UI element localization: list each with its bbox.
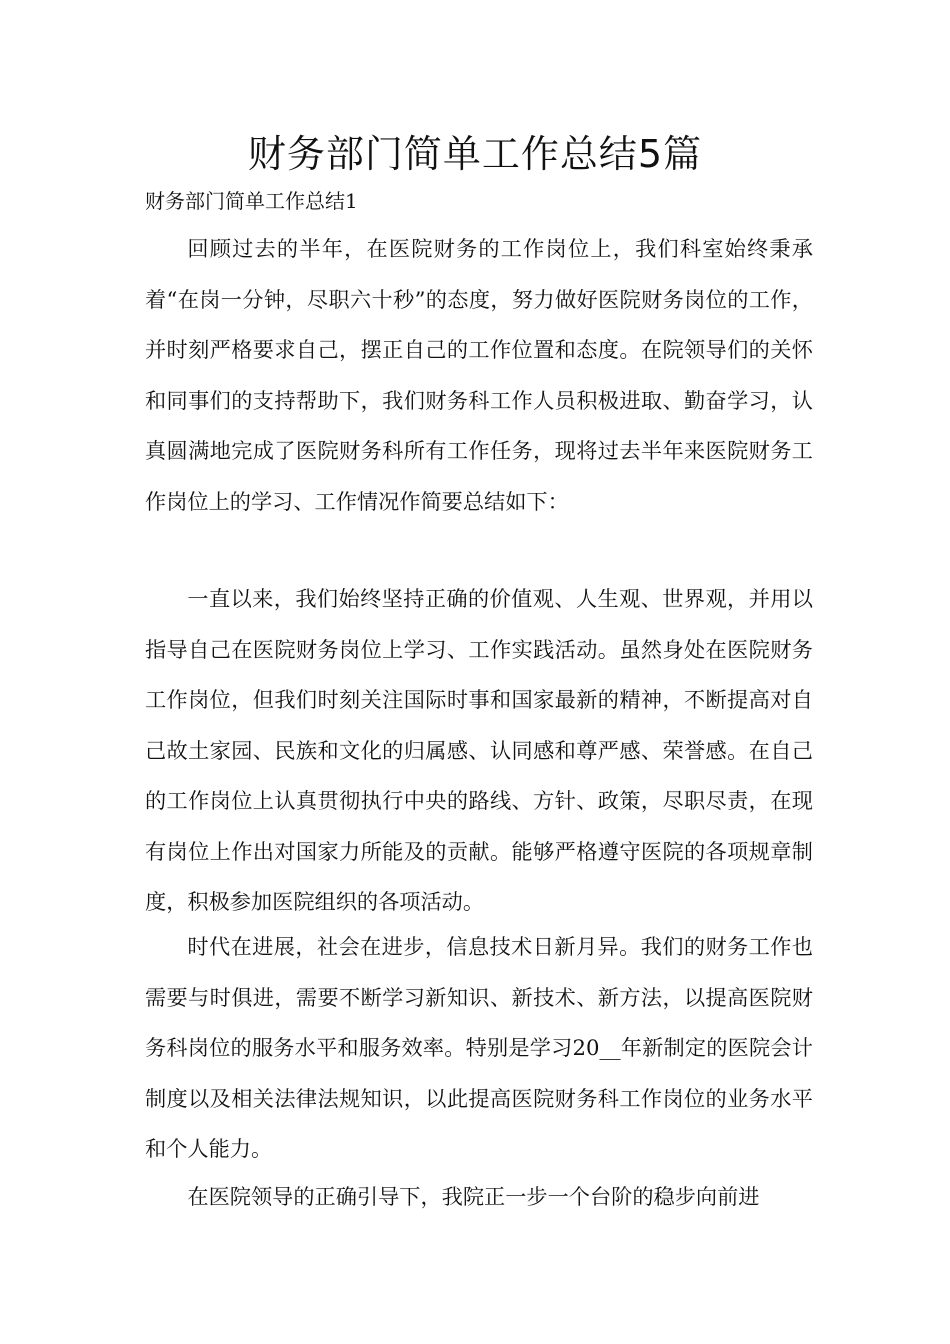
paragraph-4: 在医院领导的正确引导下，我院正一步一个台阶的稳步向前进 bbox=[187, 1184, 760, 1209]
paragraph-3: 时代在进展，社会在进步，信息技术日新月异。我们的财务工作也需要与时俱进，需要不断学习新知识、新技术、新方法，以提高医院财务科岗位的服务水平和服务效率。特别是学习20__年新制定的医院会计制度以及相关法律法规知识，以此提高医院财务科工作岗位的业务水平和个人能力。 bbox=[145, 934, 813, 1161]
section-heading: 财务部门简单工作总结1 bbox=[145, 189, 358, 213]
paragraph-1: 回顾过去的半年，在医院财务的工作岗位上，我们科室始终秉承着“在岗一分钟，尽职六十秒”的态度，努力做好医院财务岗位的工作，并时刻严格要求自己，摆正自己的工作位置和态度。在院领导们的关怀和同事们的支持帮助下，我们财务科工作人员积极进取、勤奋学习，认真圆满地完成了医院财务科所有工作任务，现将过去半年来医院财务工作岗位上的学习、工作情况作简要总结如下： bbox=[145, 236, 813, 514]
document-title: 财务部门简单工作总结5篇 bbox=[247, 132, 703, 176]
paragraph-2: 一直以来，我们始终坚持正确的价值观、人生观、世界观，并用以指导自己在医院财务岗位上学习、工作实践活动。虽然身处在医院财务工作岗位，但我们时刻关注国际时事和国家最新的精神，不断提高对自己故土家园、民族和文化的归属感、认同感和尊严感、荣誉感。在自己的工作岗位上认真贯彻执行中央的路线、方针、政策，尽职尽责，在现有岗位上作出对国家力所能及的贡献。能够严格遵守医院的各项规章制度，积极参加医院组织的各项活动。 bbox=[145, 586, 813, 914]
